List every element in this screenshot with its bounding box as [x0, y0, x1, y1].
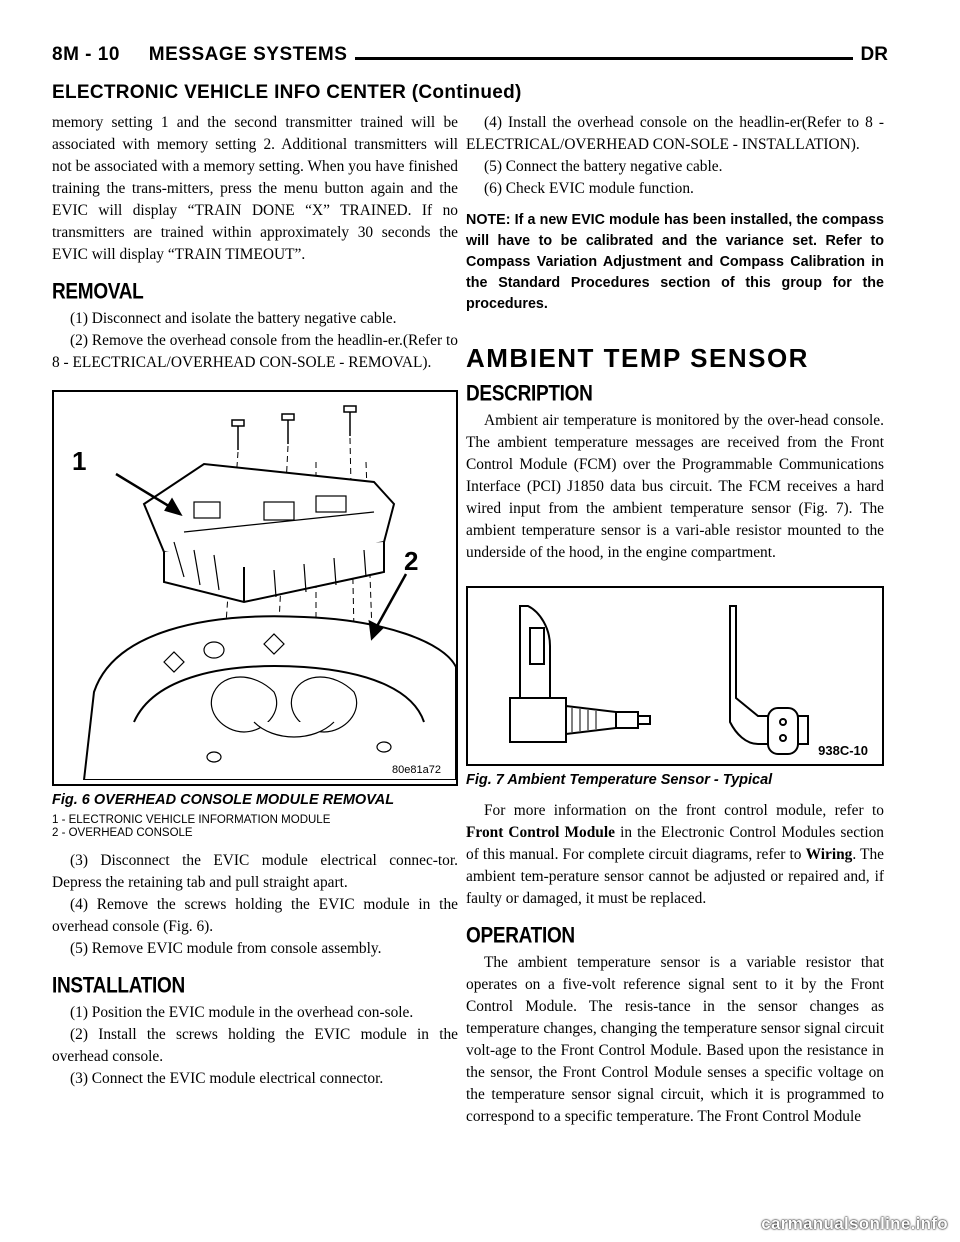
text-run: in the Electronic Control Modules section of this manual. For complete circuit diagrams, refer to	[466, 824, 885, 863]
figure-7-code: 938C-10	[818, 743, 868, 758]
removal-step: (5) Remove EVIC module from console assembly.	[70, 940, 382, 957]
installation-heading: INSTALLATION	[52, 974, 185, 999]
operation-paragraph: The ambient temperature sensor is a variable resistor that operates on a five-volt reference signal sent to it by the Front Control Module. The resis-tance in the sensor changes as temperature changes, changing the temperature sensor signal circuit volt-age to the Front Control Module. Based upon the resistance in the sensor, the Front Control Module senses a specific voltage on the temperature sensor signal circuit, which it is programmed to correspond to a specific temperature. The Front Control Module	[466, 954, 884, 1125]
install-step: (4) Install the overhead console on the headlin-er(Refer to 8 - ELECTRICAL/OVERHEAD CON-SOLE - INSTALLATION).	[466, 114, 884, 153]
removal-step: (4) Remove the screws holding the EVIC module in the overhead console (Fig. 6).	[52, 896, 458, 935]
figure-7	[466, 586, 884, 766]
right-column	[466, 112, 884, 1128]
removal-step: (2) Remove the overhead console from the headlin-er.(Refer to 8 - ELECTRICAL/OVERHEAD CON-SOLE - REMOVAL).	[52, 332, 458, 371]
intro-paragraph: memory setting 1 and the second transmitter trained will be associated with memory setting 2. Additional transmitters will not be associated with a memory setting. When you have finished training the trans-mitters, press the menu button again and the EVIC will display “TRAIN DONE “X” TRAINED. If no transmitters are trained within approximately 30 seconds the EVIC will display “TRAIN TIMEOUT”.	[52, 114, 458, 263]
ambient-temp-sensor-heading: AMBIENT TEMP SENSOR	[466, 343, 809, 373]
operation-heading: OPERATION	[466, 924, 575, 949]
figure-7-caption: Fig. 7 Ambient Temperature Sensor - Typical	[466, 772, 773, 788]
install-step: (3) Connect the EVIC module electrical connector.	[70, 1070, 384, 1087]
front-control-module-ref: Front Control Module	[466, 824, 615, 841]
description-heading: DESCRIPTION	[466, 382, 593, 407]
header-model-code: DR	[853, 44, 888, 66]
install-step: (2) Install the screws holding the EVIC module in the overhead console.	[52, 1026, 458, 1065]
removal-heading: REMOVAL	[52, 280, 144, 305]
removal-step: (1) Disconnect and isolate the battery negative cable.	[70, 310, 397, 327]
callout-1: 1	[72, 446, 87, 476]
install-step: (6) Check EVIC module function.	[484, 180, 694, 197]
watermark: carmanualsonline.info	[761, 1214, 948, 1233]
description-paragraph: Ambient air temperature is monitored by the over-head console. The ambient temperature messages are received from the Front Control Module (FCM) over the Programmable Communications Interface (PCI) J1850 data bus circuit. The FCM receives a hard wired input from the ambient temperature sensor (Fig. 7). The ambient temperature sensor is a vari-able resistor mounted to the underside of the hood, in the engine compartment.	[466, 412, 884, 561]
figure-6	[52, 390, 458, 786]
install-step: (1) Position the EVIC module in the overhead con-sole.	[70, 1004, 414, 1021]
header-section-title: 8M - 10 MESSAGE SYSTEMS	[52, 44, 355, 66]
wiring-ref: Wiring	[805, 846, 853, 863]
install-step: (5) Connect the battery negative cable.	[484, 158, 723, 175]
left-column	[52, 112, 458, 1090]
page-header	[52, 44, 888, 76]
legend-item: 2 - OVERHEAD CONSOLE	[52, 827, 193, 839]
callout-2: 2	[404, 546, 419, 576]
text-run: For more information on the front control module, refer to	[484, 802, 884, 819]
overhead-console-illustration	[54, 392, 456, 780]
ambient-sensor-illustration	[468, 588, 882, 760]
text-run: . The ambient tem-perature sensor cannot be adjusted or repaired and, if faulty or damaged, it must be replaced.	[466, 846, 884, 907]
calibration-note: NOTE: If a new EVIC module has been installed, the compass will have to be calibrated and the variance set. Refer to Compass Variation Adjustment and Compass Calibration in the Standard Procedures section of this group for the procedures.	[466, 212, 884, 312]
more-info-paragraph	[466, 800, 884, 910]
removal-step: (3) Disconnect the EVIC module electrical connec-tor. Depress the retaining tab and pull straight apart.	[52, 852, 458, 891]
figure-6-caption: Fig. 6 OVERHEAD CONSOLE MODULE REMOVAL	[52, 792, 395, 808]
figure-6-legend	[52, 814, 458, 840]
figure-6-code: 80e81a72	[392, 764, 441, 776]
header-continued-title: ELECTRONIC VEHICLE INFO CENTER (Continued)	[52, 82, 522, 103]
legend-item: 1 - ELECTRONIC VEHICLE INFORMATION MODULE	[52, 814, 331, 826]
